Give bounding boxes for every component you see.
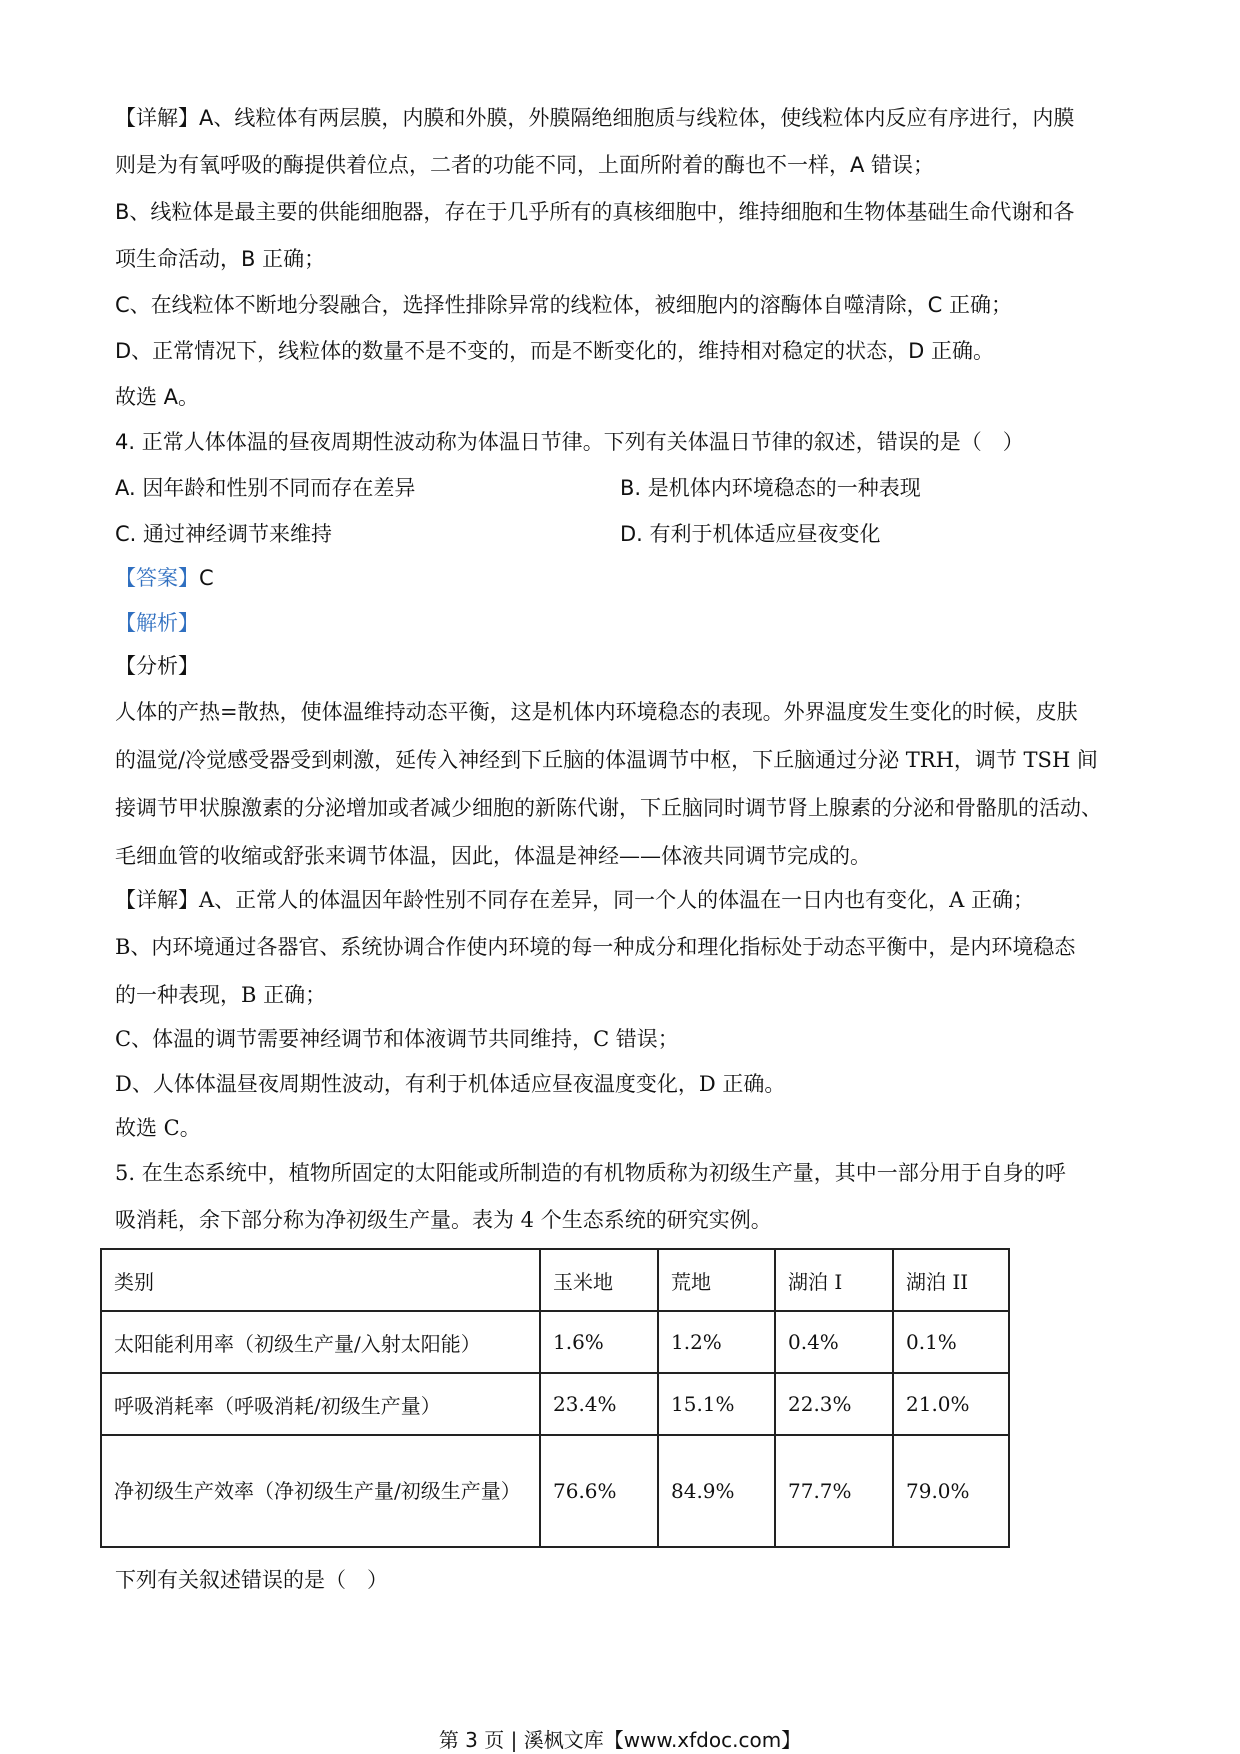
table-cell: 84.9% bbox=[658, 1435, 775, 1547]
table-cell: 1.6% bbox=[540, 1311, 658, 1373]
q4-detail-line-2: B、内环境通过各器官、系统协调合作使内环境的每一种成分和理化指标处于动态平衡中，是内环境稳态 bbox=[115, 935, 1076, 959]
answer-value: C bbox=[199, 566, 214, 590]
q4-detail-line-4: C、体温的调节需要神经调节和体液调节共同维持，C 错误； bbox=[115, 1027, 679, 1051]
table-row bbox=[101, 1311, 1009, 1373]
table-cell: 0.1% bbox=[893, 1311, 1009, 1373]
q5-stem-line-1: 5. 在生态系统中，植物所固定的太阳能或所制造的有机物质称为初级生产量，其中一部分用于自身的呼 bbox=[115, 1161, 1066, 1185]
q3-choose: 故选 A。 bbox=[115, 385, 200, 409]
page-footer: 第 3 页 | 溪枫文库【www.xfdoc.com】 bbox=[438, 1728, 802, 1752]
q4-detail-line-1: 【详解】A、正常人的体温因年龄性别不同存在差异，同一个人的体温在一日内也有变化，A 正确； bbox=[115, 888, 1035, 912]
table-cell: 太阳能利用率（初级生产量/入射太阳能） bbox=[101, 1311, 540, 1373]
table-row bbox=[101, 1435, 1009, 1547]
q4-analysis-line-2: 的温觉/冷觉感受器受到刺激，延传入神经到下丘脑的体温调节中枢，下丘脑通过分泌 TRH，调节 TSH 间 bbox=[115, 748, 1098, 772]
q3-option-c-line: C、在线粒体不断地分裂融合，选择性排除异常的线粒体，被细胞内的溶酶体自噬清除，C 正确； bbox=[115, 293, 1012, 317]
table-header-cell: 湖泊 I bbox=[775, 1249, 893, 1311]
q3-option-b-line-1: B、线粒体是最主要的供能细胞器，存在于几乎所有的真核细胞中，维持细胞和生物体基础生命代谢和各 bbox=[115, 200, 1075, 224]
q5-question: 下列有关叙述错误的是（ ） bbox=[115, 1568, 388, 1592]
q4-option-b: B. 是机体内环境稳态的一种表现 bbox=[620, 476, 921, 500]
q4-jiexi-label: 【解析】 bbox=[115, 611, 199, 635]
table-row bbox=[101, 1373, 1009, 1435]
q4-analysis-line-3: 接调节甲状腺激素的分泌增加或者减少细胞的新陈代谢，下丘脑同时调节肾上腺素的分泌和骨骼肌的活动、 bbox=[115, 796, 1102, 820]
q3-detail-line-2: 则是为有氧呼吸的酶提供着位点，二者的功能不同，上面所附着的酶也不一样，A 错误； bbox=[115, 153, 935, 177]
q4-option-c: C. 通过神经调节来维持 bbox=[115, 522, 333, 546]
q5-stem-line-2: 吸消耗，余下部分称为净初级生产量。表为 4 个生态系统的研究实例。 bbox=[115, 1208, 772, 1232]
table-header-row bbox=[101, 1249, 1009, 1311]
table-cell: 22.3% bbox=[775, 1373, 893, 1435]
q4-analysis-line-1: 人体的产热=散热，使体温维持动态平衡，这是机体内环境稳态的表现。外界温度发生变化的时候，皮肤 bbox=[115, 700, 1078, 724]
q4-detail-line-5: D、人体体温昼夜周期性波动，有利于机体适应昼夜温度变化，D 正确。 bbox=[115, 1072, 786, 1096]
table-header-cell: 类别 bbox=[101, 1249, 540, 1311]
q4-detail-line-3: 的一种表现，B 正确； bbox=[115, 983, 327, 1007]
q4-option-a: A. 因年龄和性别不同而存在差异 bbox=[115, 476, 416, 500]
q4-choose: 故选 C。 bbox=[115, 1116, 201, 1140]
table-header-cell: 湖泊 II bbox=[893, 1249, 1009, 1311]
q3-detail-line-1: 【详解】A、线粒体有两层膜，内膜和外膜，外膜隔绝细胞质与线粒体，使线粒体内反应有序进行，内膜 bbox=[115, 106, 1075, 130]
table-cell: 79.0% bbox=[893, 1435, 1009, 1547]
q3-option-d-line: D、正常情况下，线粒体的数量不是不变的，而是不断变化的，维持相对稳定的状态，D 正确。 bbox=[115, 339, 995, 363]
answer-label: 【答案】 bbox=[115, 566, 199, 590]
q4-analysis-line-4: 毛细血管的收缩或舒张来调节体温，因此，体温是神经——体液共同调节完成的。 bbox=[115, 844, 871, 868]
table-header-cell: 荒地 bbox=[658, 1249, 775, 1311]
table-cell: 呼吸消耗率（呼吸消耗/初级生产量） bbox=[101, 1373, 540, 1435]
table-cell: 77.7% bbox=[775, 1435, 893, 1547]
q4-fenxi-label: 【分析】 bbox=[115, 654, 199, 678]
table-cell: 15.1% bbox=[658, 1373, 775, 1435]
table-cell: 1.2% bbox=[658, 1311, 775, 1373]
table-cell: 76.6% bbox=[540, 1435, 658, 1547]
q4-option-d: D. 有利于机体适应昼夜变化 bbox=[620, 522, 881, 546]
table-cell: 21.0% bbox=[893, 1373, 1009, 1435]
table-cell: 0.4% bbox=[775, 1311, 893, 1373]
table-cell: 净初级生产效率（净初级生产量/初级生产量） bbox=[101, 1435, 540, 1547]
table-cell: 23.4% bbox=[540, 1373, 658, 1435]
q4-stem: 4. 正常人体体温的昼夜周期性波动称为体温日节律。下列有关体温日节律的叙述，错误的是（ ） bbox=[115, 430, 1024, 454]
ecosystem-table bbox=[100, 1248, 1010, 1548]
q4-answer bbox=[115, 564, 214, 592]
table-header-cell: 玉米地 bbox=[540, 1249, 658, 1311]
q3-option-b-line-2: 项生命活动，B 正确； bbox=[115, 247, 326, 271]
